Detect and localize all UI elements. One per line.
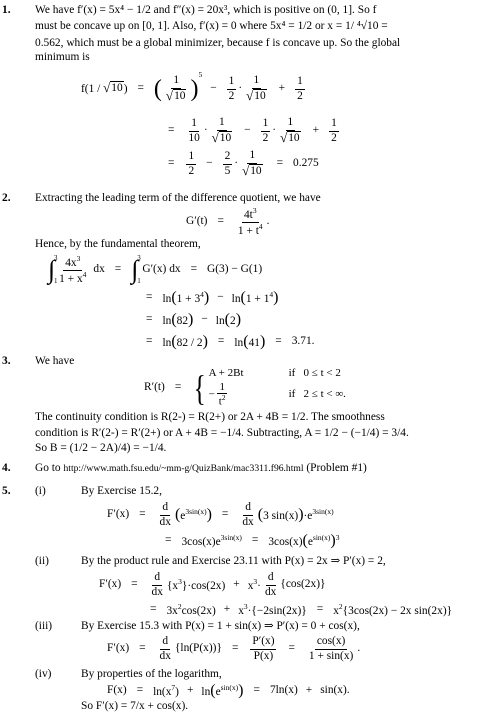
problem-4-number: 4.	[2, 462, 11, 474]
quizbank-link[interactable]: http://www.math.fsu.edu/~mm-g/QuizBank/mac3311.f96.html	[63, 463, 304, 474]
p1-line2: must be concave up on [0, 1]. Also, f′(x) = 0 where 5x⁴ = 1/2 or x = 1/ ⁴√10 =	[35, 20, 388, 32]
p1-eq-row1: f(1 / √ 10 ) = ( 1 √ 10 ) $^5$ − $\frac{1}{2}$ · 1 √ 10 + $\frac{1}{2}$	[81, 70, 303, 103]
p3-line1: We have	[35, 355, 75, 367]
p1-line3: 0.562, which must be a global minimizer, because f is concave up. So the global	[35, 37, 401, 49]
p1-result: 0.275	[293, 157, 319, 170]
p5-iii-row1: F′(x) = $\frac{d}{dx}$ {ln(P(x))} = $\frac{P'(x)}{P(x)}$ = $\frac{\cos(x)}{1 + \sin(x)}$ .	[107, 635, 361, 662]
problem-2-number: 2.	[2, 192, 11, 204]
p2-line1: Extracting the leading term of the difference quotient, we have	[35, 192, 321, 204]
p5-i-row1: F′(x) = $\frac{d}{dx}$ $(e^{3sin(x)})$ = $\frac{d}{dx}$ (3 $\sin(x))\cdot e^{3sin(x)}$	[107, 501, 334, 528]
p5-iv-row1: F(x) = $\ln(x^7)$ + $\ln(e^{sin(x)})$ = 7ln(x) + sin(x).	[107, 681, 350, 699]
p3-line4: So B = (1/2 − 2A)/4) = −1/4.	[35, 442, 167, 454]
p5-iii-intro: By Exercise 15.3 with P(x) = 1 + sin(x) ⇒ P′(x) = 0 + cos(x),	[81, 620, 360, 632]
p2-gprime: G′(t) = $\frac{4t^3}{1 + t^4}$ .	[186, 205, 270, 237]
p5-ii-label: (ii)	[35, 555, 49, 567]
p1-eq-row2: = $\frac{1}{10}$ · 1 √ 10 − $\frac{1}{2}$ · 1 √ 10 + $\frac{1}{2}$	[168, 116, 337, 145]
p1-eq-row3: = $\frac{1}{2}$ − $\frac{2}{5}$ · 1 √ 10 = 0.275	[168, 149, 319, 178]
p5-ii-row1: F′(x) = $\frac{d}{dx}$ $\{x^3\}\cdot\cos(2x)$ + $x^3\cdot$ $\frac{d}{dx}$ {cos(2x)}	[99, 571, 326, 598]
p5-ii-intro: By the product rule and Exercise 23.11 with P(x) = 2x ⇒ P′(x) = 2,	[81, 555, 386, 567]
p5-i-intro: By Exercise 15.2,	[81, 485, 162, 497]
p2-eq-row3: = ln(82) − ln(2)	[146, 310, 242, 328]
p5-i-row2: = $3\cos(x)e^{3sin(x)}$ = $3\cos(x)(e^{sin(x)})^3$	[165, 531, 340, 549]
p3-rprime: R′(t) = { A + 2Bt if 0 ≤ t < 2 − $\frac{1}{t^2}$ if 2 ≤ t < ∞.	[144, 367, 346, 409]
p4-line	[35, 462, 367, 476]
p5-iv-label: (iv)	[35, 668, 52, 680]
p4-suffix: (Problem #1)	[306, 462, 367, 474]
p4-text: Go to	[35, 462, 61, 474]
p1-lhs: f(1 / √ 10 )	[81, 80, 128, 96]
p3-line2: The continuity condition is R(2-) = R(2+) or 2A + 4B = 1/2. The smoothness	[35, 411, 385, 423]
p5-ii-row2: = $3x^2\cos(2x)$ + $x^3\cdot\{-2\sin(2x)\}$ = $x^2\{3\cos(2x) - 2x$ sin(2x)}	[150, 601, 453, 617]
p2-eq-row1: ∫ 3 1 $\frac{4x^3}{1 + x^4}$ dx = ∫ 3 1 G′(x) dx = G(3) − G(1)	[48, 253, 263, 285]
p5-iv-row2: So F′(x) = 7/x + cos(x).	[81, 700, 189, 712]
problem-5-number: 5.	[2, 485, 11, 497]
p1-line1: We have f′(x) = 5x⁴ − 1/2 and f″(x) = 20x³, which is positive on (0, 1]. So f	[35, 4, 377, 16]
p5-iii-label: (iii)	[35, 620, 53, 632]
p1-line4: minimum is	[35, 51, 90, 63]
p5-iv-intro: By properties of the logarithm,	[81, 668, 222, 680]
p2-eq-row4: = ln(82 / 2) = ln(41) = 3.71.	[146, 332, 315, 350]
problem-1-number: 1.	[2, 4, 11, 16]
p5-i-label: (i)	[35, 485, 46, 497]
p3-line3: condition is R′(2-) = R′(2+) or A + 4B = −1/4. Subtracting, A = 1/2 − (−1/4) = 3/4.	[35, 427, 409, 439]
p2-line2: Hence, by the fundamental theorem,	[35, 238, 201, 250]
problem-3-number: 3.	[2, 355, 11, 367]
p2-eq-row2: = $\ln(1 + 3^4)$ − $\ln(1 + 1^4)$	[146, 288, 279, 306]
p2-result: 3.71.	[291, 335, 315, 348]
